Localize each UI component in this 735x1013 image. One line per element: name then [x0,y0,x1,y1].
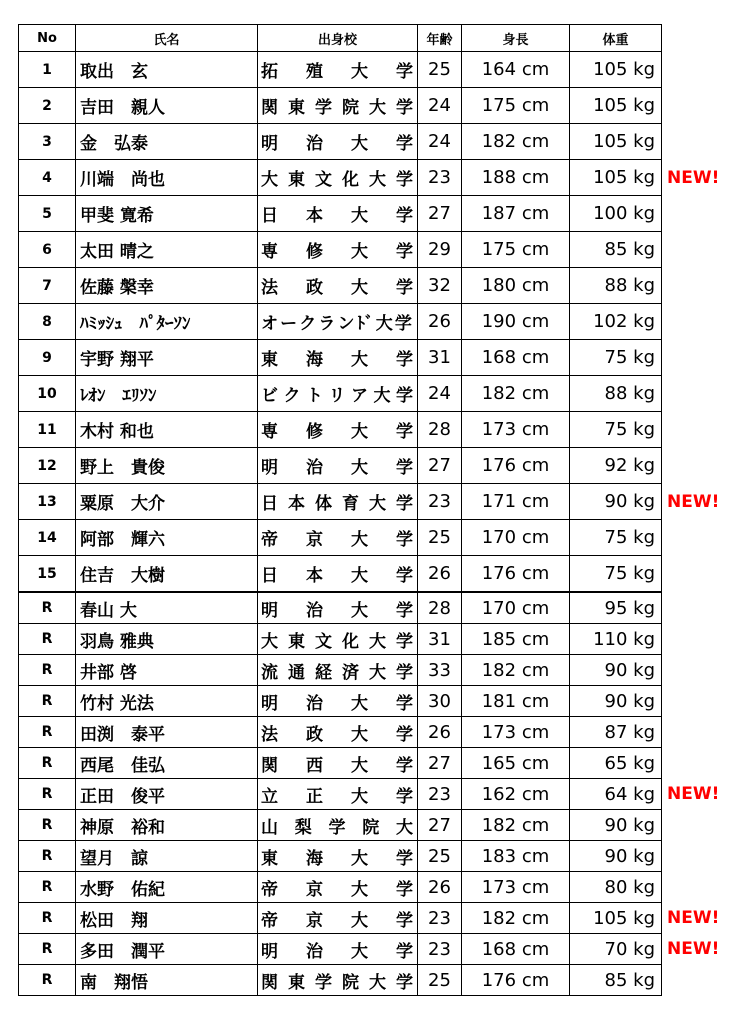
player-weight: 88 kg [570,376,662,412]
player-height: 176 cm [462,556,570,593]
player-name: 甲斐 寛希 [76,196,258,232]
player-height: 168 cm [462,934,570,965]
reserve-row [19,686,662,717]
player-weight: 65 kg [570,748,662,779]
player-number: 9 [19,340,76,376]
player-school: 明治大学 [258,686,418,717]
player-name: ﾚｵﾝ ｴﾘｿﾝ [76,376,258,412]
player-name: 望月 諒 [76,841,258,872]
player-number: 7 [19,268,76,304]
player-height: 170 cm [462,520,570,556]
player-school: 関西大学 [258,748,418,779]
player-weight: 110 kg [570,624,662,655]
player-row [19,160,662,196]
reserve-row [19,655,662,686]
reserve-row [19,841,662,872]
player-school: 専修大学 [258,412,418,448]
player-number: 12 [19,448,76,484]
reserve-row [19,965,662,996]
header-school: 出身校 [258,25,418,52]
player-row [19,124,662,160]
player-row [19,484,662,520]
player-name: 正田 俊平 [76,779,258,810]
player-school: 明治大学 [258,592,418,624]
player-name: 住吉 大樹 [76,556,258,593]
player-number: 8 [19,304,76,340]
player-number: 14 [19,520,76,556]
player-name: 西尾 佳弘 [76,748,258,779]
player-age: 25 [418,520,462,556]
player-number: R [19,717,76,748]
reserve-row [19,872,662,903]
player-weight: 90 kg [570,841,662,872]
player-age: 32 [418,268,462,304]
player-school: 日本体育大学 [258,484,418,520]
player-name: 野上 貴俊 [76,448,258,484]
player-age: 23 [418,484,462,520]
roster-table [18,24,662,996]
player-number: R [19,592,76,624]
player-row [19,376,662,412]
reserve-row [19,717,662,748]
player-number: 15 [19,556,76,593]
player-school: ビクトリア大学 [258,376,418,412]
player-height: 182 cm [462,655,570,686]
player-age: 23 [418,903,462,934]
player-weight: 92 kg [570,448,662,484]
player-height: 185 cm [462,624,570,655]
player-school: 法政大学 [258,268,418,304]
player-name: 金 弘泰 [76,124,258,160]
player-number: R [19,810,76,841]
player-row [19,232,662,268]
player-name: 多田 潤平 [76,934,258,965]
player-number: 2 [19,88,76,124]
player-number: R [19,686,76,717]
player-name: 春山 大 [76,592,258,624]
player-height: 175 cm [462,88,570,124]
player-name: 川端 尚也 [76,160,258,196]
player-age: 26 [418,556,462,593]
player-name: 阿部 輝六 [76,520,258,556]
player-name: 南 翔悟 [76,965,258,996]
player-height: 188 cm [462,160,570,196]
player-age: 26 [418,872,462,903]
player-weight: 70 kg [570,934,662,965]
player-name: 羽鳥 雅典 [76,624,258,655]
player-school: 専修大学 [258,232,418,268]
player-age: 27 [418,196,462,232]
player-age: 26 [418,717,462,748]
player-school: 大東文化大学 [258,624,418,655]
reserve-row [19,934,662,965]
player-school: 明治大学 [258,448,418,484]
player-number: 10 [19,376,76,412]
player-weight: 75 kg [570,556,662,593]
player-age: 25 [418,841,462,872]
player-height: 183 cm [462,841,570,872]
player-name: 水野 佑紀 [76,872,258,903]
player-number: R [19,624,76,655]
player-weight: 64 kg [570,779,662,810]
player-number: 4 [19,160,76,196]
player-weight: 105 kg [570,903,662,934]
player-age: 27 [418,810,462,841]
player-weight: 80 kg [570,872,662,903]
player-weight: 75 kg [570,340,662,376]
player-age: 25 [418,52,462,88]
player-name: 粟原 大介 [76,484,258,520]
player-height: 165 cm [462,748,570,779]
player-number: R [19,903,76,934]
player-name: 佐藤 槃幸 [76,268,258,304]
player-age: 28 [418,592,462,624]
player-name: ﾊﾐｯｼｭ ﾊﾟﾀｰｿﾝ [76,304,258,340]
player-school: 明治大学 [258,934,418,965]
player-number: 11 [19,412,76,448]
player-height: 168 cm [462,340,570,376]
header-age: 年齢 [418,25,462,52]
reserve-row [19,903,662,934]
player-weight: 105 kg [570,124,662,160]
player-school: 帝京大学 [258,872,418,903]
player-row [19,196,662,232]
player-height: 164 cm [462,52,570,88]
player-name: 井部 啓 [76,655,258,686]
new-badge: NEW! [667,491,720,512]
header-weight: 体重 [570,25,662,52]
player-height: 171 cm [462,484,570,520]
player-school: 関東学院大学 [258,965,418,996]
player-age: 25 [418,965,462,996]
player-number: R [19,965,76,996]
player-age: 30 [418,686,462,717]
player-height: 173 cm [462,872,570,903]
player-school: 日本大学 [258,196,418,232]
player-weight: 100 kg [570,196,662,232]
new-badge: NEW! [667,167,720,188]
player-age: 23 [418,934,462,965]
player-row [19,52,662,88]
player-number: R [19,748,76,779]
player-weight: 75 kg [570,412,662,448]
player-weight: 90 kg [570,484,662,520]
player-weight: 75 kg [570,520,662,556]
header-height: 身長 [462,25,570,52]
reserve-row [19,810,662,841]
player-height: 182 cm [462,376,570,412]
player-name: 宇野 翔平 [76,340,258,376]
player-school: 拓殖大学 [258,52,418,88]
player-name: 吉田 親人 [76,88,258,124]
player-school: 帝京大学 [258,903,418,934]
player-row [19,304,662,340]
player-height: 175 cm [462,232,570,268]
player-height: 173 cm [462,412,570,448]
player-name: 竹村 光法 [76,686,258,717]
player-number: 13 [19,484,76,520]
header-no: No [19,25,76,52]
reserve-row [19,624,662,655]
player-school: 立正大学 [258,779,418,810]
player-school: 東海大学 [258,340,418,376]
player-number: R [19,779,76,810]
player-name: 田渕 泰平 [76,717,258,748]
player-weight: 85 kg [570,965,662,996]
player-weight: 85 kg [570,232,662,268]
player-weight: 90 kg [570,686,662,717]
player-weight: 95 kg [570,592,662,624]
player-row [19,520,662,556]
header-name: 氏名 [76,25,258,52]
player-row [19,88,662,124]
player-number: R [19,655,76,686]
player-age: 23 [418,160,462,196]
player-school: 山梨学院大 [258,810,418,841]
player-age: 31 [418,624,462,655]
player-age: 24 [418,88,462,124]
player-age: 31 [418,340,462,376]
player-height: 190 cm [462,304,570,340]
player-height: 182 cm [462,124,570,160]
header-row [19,25,662,52]
player-name: 太田 晴之 [76,232,258,268]
player-school: 流通経済大学 [258,655,418,686]
player-weight: 90 kg [570,810,662,841]
player-number: 5 [19,196,76,232]
player-height: 170 cm [462,592,570,624]
player-age: 24 [418,376,462,412]
player-school: 法政大学 [258,717,418,748]
new-badge: NEW! [667,784,720,804]
player-name: 取出 玄 [76,52,258,88]
player-school: 東海大学 [258,841,418,872]
roster-body [19,25,662,996]
player-school: 明治大学 [258,124,418,160]
player-height: 181 cm [462,686,570,717]
player-weight: 105 kg [570,88,662,124]
player-weight: 105 kg [570,160,662,196]
reserve-row [19,779,662,810]
player-weight: 87 kg [570,717,662,748]
new-badge: NEW! [667,908,720,928]
player-age: 26 [418,304,462,340]
player-age: 27 [418,448,462,484]
reserve-row [19,592,662,624]
player-row [19,556,662,593]
player-weight: 90 kg [570,655,662,686]
player-age: 29 [418,232,462,268]
player-height: 182 cm [462,903,570,934]
player-number: R [19,872,76,903]
player-row [19,340,662,376]
player-number: 6 [19,232,76,268]
player-height: 182 cm [462,810,570,841]
new-badge: NEW! [667,939,720,959]
player-name: 木村 和也 [76,412,258,448]
player-age: 24 [418,124,462,160]
player-height: 176 cm [462,448,570,484]
player-age: 28 [418,412,462,448]
player-weight: 88 kg [570,268,662,304]
player-school: 日本大学 [258,556,418,593]
player-age: 33 [418,655,462,686]
player-name: 神原 裕和 [76,810,258,841]
player-name: 松田 翔 [76,903,258,934]
player-school: オークランﾄﾞ大学 [258,304,418,340]
player-weight: 102 kg [570,304,662,340]
player-number: 3 [19,124,76,160]
player-height: 176 cm [462,965,570,996]
player-age: 27 [418,748,462,779]
player-row [19,448,662,484]
player-weight: 105 kg [570,52,662,88]
player-school: 帝京大学 [258,520,418,556]
player-height: 187 cm [462,196,570,232]
player-height: 173 cm [462,717,570,748]
player-age: 23 [418,779,462,810]
player-number: R [19,934,76,965]
player-school: 関東学院大学 [258,88,418,124]
reserve-row [19,748,662,779]
player-row [19,412,662,448]
player-height: 162 cm [462,779,570,810]
player-school: 大東文化大学 [258,160,418,196]
player-row [19,268,662,304]
player-number: R [19,841,76,872]
player-height: 180 cm [462,268,570,304]
player-number: 1 [19,52,76,88]
